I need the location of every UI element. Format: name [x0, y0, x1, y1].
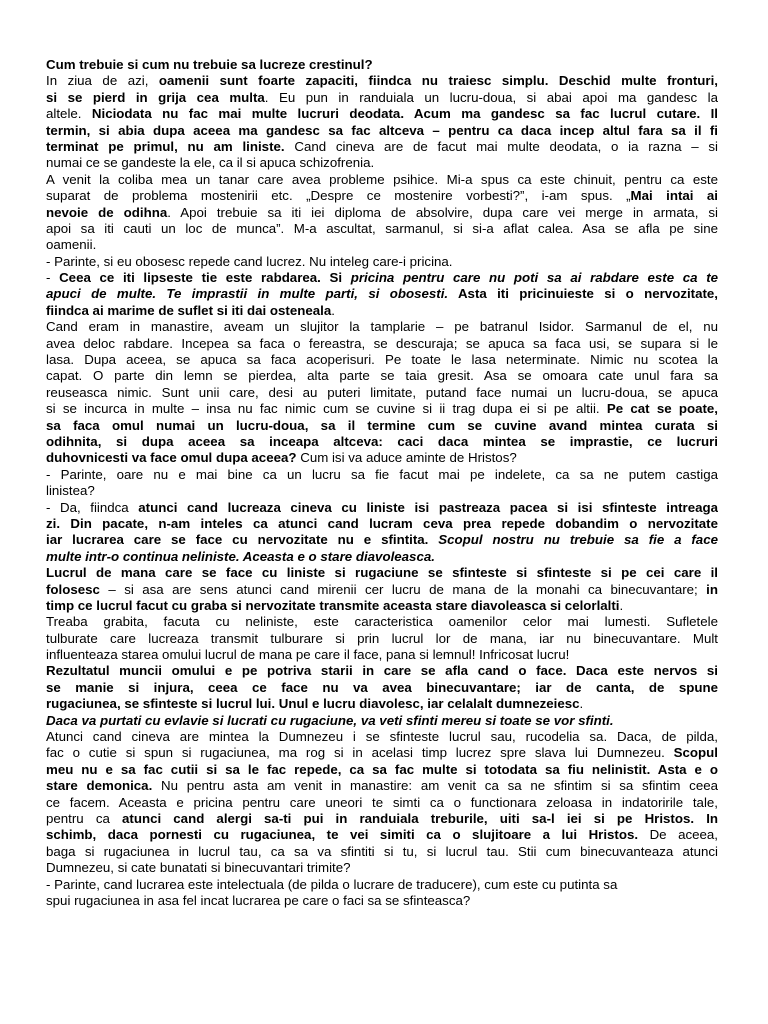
emphasis-text: in — [706, 581, 718, 597]
body-text: Cand eram in manastire, aveam un slujitor la tamplarie – pe batranul Isidor. Sarmanul de el, nu — [46, 319, 718, 335]
body-text: . — [619, 597, 624, 613]
emphasis-text: Ceea ce iti lipseste tie este rabdarea. Si — [59, 270, 351, 286]
text-line — [46, 582, 718, 598]
text-line — [46, 795, 718, 811]
text-line — [46, 418, 718, 434]
text-line — [46, 778, 718, 794]
text-line — [46, 319, 718, 335]
emphasis-text: iar lucrarea care se face cu nervozitate nu e sfintita. — [46, 532, 439, 548]
emphasis-text: si se pierd in grija cea multa — [46, 89, 265, 105]
emphasis-text: atunci cand alergi sa-ti pui in randuiala treburile, uiti sa-l iei si pe Hristos. In — [122, 810, 718, 826]
text-line — [46, 57, 718, 73]
text-line — [46, 860, 718, 876]
text-line — [46, 762, 718, 778]
text-line — [46, 467, 718, 483]
body-text: capat. O parte din lemn se pierdea, alta parte se taia gresit. Asa se omoara cate unul fara sa — [46, 368, 718, 384]
text-line — [46, 254, 718, 270]
body-text: Cand cineva are de facut mai multe deodata, o ia razna – si — [284, 138, 718, 154]
text-line — [46, 155, 718, 171]
text-line — [46, 237, 718, 253]
body-text: Cum isi va aduce aminte de Hristos? — [296, 450, 517, 466]
body-text: si se incurca in multe – insa nu fac nimic cum se cuvine si ii trag dupa ei si pe altii. — [46, 401, 607, 417]
text-line — [46, 401, 718, 417]
text-line — [46, 614, 718, 630]
text-line — [46, 188, 718, 204]
text-line — [46, 647, 718, 663]
emphasis-text: Daca va purtati cu evlavie si lucrati cu rugaciune, va veti sfinti mereu si toate se vor sfinti. — [46, 712, 614, 728]
emphasis-text: atunci cand lucreaza cineva cu liniste isi pastreaza pacea si isi sfinteste intreaga — [138, 499, 718, 515]
emphasis-text: oamenii sunt foarte zapaciti, fiindca nu traiesc simplu. Deschid multe fronturi, — [158, 73, 718, 89]
text-line — [46, 303, 718, 319]
body-text: . Eu pun in randuiala un lucru-doua, si abai apoi ma gandesc la — [264, 89, 718, 105]
emphasis-text: Niciodata nu fac mai multe lucruri deodata. Acum ma gandesc sa fac lucrul cutare. Il — [91, 106, 718, 122]
body-text: - Parinte, si eu obosesc repede cand lucrez. Nu inteleg care-i pricina. — [46, 253, 453, 269]
emphasis-text: terminat pe primul, nu am liniste. — [46, 138, 285, 154]
emphasis-text: Cum trebuie si cum nu trebuie sa lucreze crestinul? — [46, 57, 373, 72]
emphasis-text: Asta iti pricinuieste si o nervozitate, — [448, 286, 718, 302]
text-line — [46, 90, 718, 106]
text-line — [46, 385, 718, 401]
text-line — [46, 205, 718, 221]
emphasis-text: duhovnicesti va face omul dupa aceea? — [46, 450, 297, 466]
emphasis-text: odihnita, si dupa aceea sa inceapa altceva: caci daca mintea se imprastie, ce lucruri — [46, 433, 718, 449]
body-text: avea deloc rabdare. Incepea sa faca o fereastra, se descuraja; se apuca sa faca usi, se supara si le — [46, 335, 718, 351]
text-line — [46, 663, 718, 679]
emphasis-text: se manie si injura, ceea ce face nu va avea binecuvantare; iar de canta, de spune — [46, 679, 718, 695]
body-text: - Parinte, cand lucrarea este intelectuala (de pilda o lucrare de traducere), cum este cu putinta sa — [46, 876, 618, 892]
text-line — [46, 221, 718, 237]
body-text: Dumnezeu, si cate bunatati si binecuvantari trimite? — [46, 860, 351, 876]
body-text: numai ce se gandeste la ele, ca il si apuca schizofrenia. — [46, 155, 375, 171]
text-line — [46, 483, 718, 499]
body-text: - Parinte, oare nu e mai bine ca un lucru sa fie facut mai pe indelete, ca sa ne putem castiga — [46, 466, 718, 482]
emphasis-text: zi. Din pacate, n-am inteles ca atunci cand lucram ceva prea repede dobandim o nervozitate — [46, 515, 718, 531]
text-line — [46, 450, 718, 466]
text-line — [46, 123, 718, 139]
text-line — [46, 893, 718, 909]
emphasis-text: Rezultatul muncii omului e pe potriva starii in care se afla cand o face. Daca este nervos si — [46, 663, 718, 679]
body-text: Nu pentru asta am venit in manastire: am venit ca sa ne sfintim si sa sfintim ceea — [152, 778, 718, 794]
emphasis-text: apuci de multe. Te imprastii in multe parti, si obosesti. — [46, 286, 449, 302]
body-text: tulburate care lucreaza transmit tulburare si prin lucrul lor de mana, iar nu binecuvantare. Mult — [46, 630, 718, 646]
body-text: linistea? — [46, 483, 95, 499]
emphasis-text: timp ce lucrul facut cu graba si nervozitate transmite aceasta stare diavoleasca si celorlalti — [46, 597, 620, 613]
emphasis-text: fiindca ai marime de suflet si iti dai osteneala — [46, 302, 332, 318]
body-text: lasa. Dupa aceea, se apuca sa faca acoperisuri. Pe toate le lasa neterminate. Nimic nu scotea la — [46, 352, 718, 368]
emphasis-text: Scopul nostru nu trebuie sa fie a face — [438, 532, 718, 548]
text-line — [46, 565, 718, 581]
text-line — [46, 549, 718, 565]
text-line — [46, 286, 718, 302]
body-text: . — [579, 696, 584, 712]
emphasis-text: nevoie de odihna — [46, 204, 168, 220]
body-text: influenteaza starea omului lucrul de mana pe care il face, pana si lemnul! Infricosat lucru! — [46, 647, 570, 663]
body-text: . Apoi trebuie sa iti iei diploma de absolvire, dupa care vei merge in armata, si — [167, 204, 718, 220]
text-line — [46, 631, 718, 647]
text-line — [46, 434, 718, 450]
document-body — [46, 57, 718, 909]
text-line — [46, 532, 718, 548]
emphasis-text: folosesc — [46, 581, 100, 597]
emphasis-text: Scopul — [673, 745, 718, 761]
text-line — [46, 368, 718, 384]
body-text: reuseasca nimic. Sunt unii care, desi au puteri limitate, putand face numai un lucru-doua, se apuca — [46, 384, 718, 400]
text-line — [46, 729, 718, 745]
body-text: ce facem. Aceasta e pricina pentru care uneori te simti ca o functionara zeloasa in indatoririle tale, — [46, 794, 718, 810]
body-text: oamenii. — [46, 237, 97, 253]
body-text: fac o cutie si spun si rugaciunea, ma rog si in acelasi timp lucrez spre slava lui Dumnezeu. — [46, 745, 674, 761]
body-text: Atunci cand cineva are mintea la Dumnezeu i se sfinteste lucrul sau, rucodelia sa. Daca, de pilda, — [46, 729, 718, 745]
text-line — [46, 713, 718, 729]
body-text: pentru ca — [46, 810, 122, 826]
emphasis-text: schimb, daca pornesti cu rugaciunea, te vei simiti ca o slujitoare a lui Hristos. — [46, 827, 639, 843]
emphasis-text: Lucrul de mana care se face cu liniste si rugaciune se sfinteste si sfinteste si pe cei care il — [46, 565, 718, 581]
text-line — [46, 811, 718, 827]
text-line — [46, 877, 718, 893]
body-text: In ziua de azi, — [46, 73, 159, 89]
emphasis-text: stare demonica. — [46, 778, 153, 794]
text-line — [46, 516, 718, 532]
emphasis-text: multe intr-o continua neliniste. Aceasta e o stare diavoleasca. — [46, 548, 435, 564]
emphasis-text: pricina pentru care nu poti sa ai rabdare este ca te — [350, 270, 718, 286]
emphasis-text: sa faca omul numai un lucru-doua, sa il termine cum se cuvine avand mintea curata si — [46, 417, 718, 433]
text-line — [46, 844, 718, 860]
body-text: De aceea, — [638, 827, 718, 843]
text-line — [46, 827, 718, 843]
text-line — [46, 106, 718, 122]
body-text: A venit la coliba mea un tanar care avea probleme psihice. Mi-a spus ca este chinuit, pentru ca este — [46, 171, 718, 187]
body-text: spui rugaciunea in asa fel incat lucrarea pe care o faci sa se sfinteasca? — [46, 892, 471, 908]
emphasis-text: termin, si abia dupa aceea ma gandesc sa fac altceva – pentru ca daca incep altul fara sa il fi — [46, 122, 718, 138]
emphasis-text: rugaciunea, se sfinteste si lucrul lui. Unul e lucru diavolesc, iar celalalt dumnezeiesc — [46, 696, 580, 712]
body-text: Treaba grabita, facuta cu neliniste, este caracteristica oamenilor celor mai lumesti. Sufletele — [46, 614, 718, 630]
body-text: - Da, fiindca — [46, 499, 139, 515]
emphasis-text: meu nu e sa fac cutii si sa le fac repede, ca sa fac multe si totodata sa fiu nelinistit. Asta e o — [46, 761, 718, 777]
body-text: apoi sa iti cauti un loc de munca”. M-a ascultat, sarmanul, si si-a aflat calea. Asa se afla pe sine — [46, 220, 718, 236]
text-line — [46, 139, 718, 155]
text-line — [46, 598, 718, 614]
body-text: . — [331, 302, 335, 318]
text-line — [46, 73, 718, 89]
body-text: – si asa are sens atunci cand mirenii cer lucru de mana de la monahi ca binecuvantare; — [99, 581, 707, 597]
text-line — [46, 270, 718, 286]
emphasis-text: Pe cat se poate, — [606, 401, 718, 417]
text-line — [46, 172, 718, 188]
text-line — [46, 336, 718, 352]
body-text: - — [46, 270, 60, 286]
text-line — [46, 745, 718, 761]
text-line — [46, 352, 718, 368]
body-text: altele. — [46, 106, 92, 122]
body-text: baga si rugaciunea in lucrul tau, ca sa va sfintiti si tu, si lucrul tau. Stii cum binecuvanteaza atunci — [46, 843, 718, 859]
text-line — [46, 696, 718, 712]
text-line — [46, 500, 718, 516]
text-line — [46, 680, 718, 696]
emphasis-text: Mai intai ai — [630, 188, 718, 204]
body-text: suparat de problema mostenirii etc. „Despre ce mostenire vorbesti?”, i-am spus. „ — [46, 188, 631, 204]
